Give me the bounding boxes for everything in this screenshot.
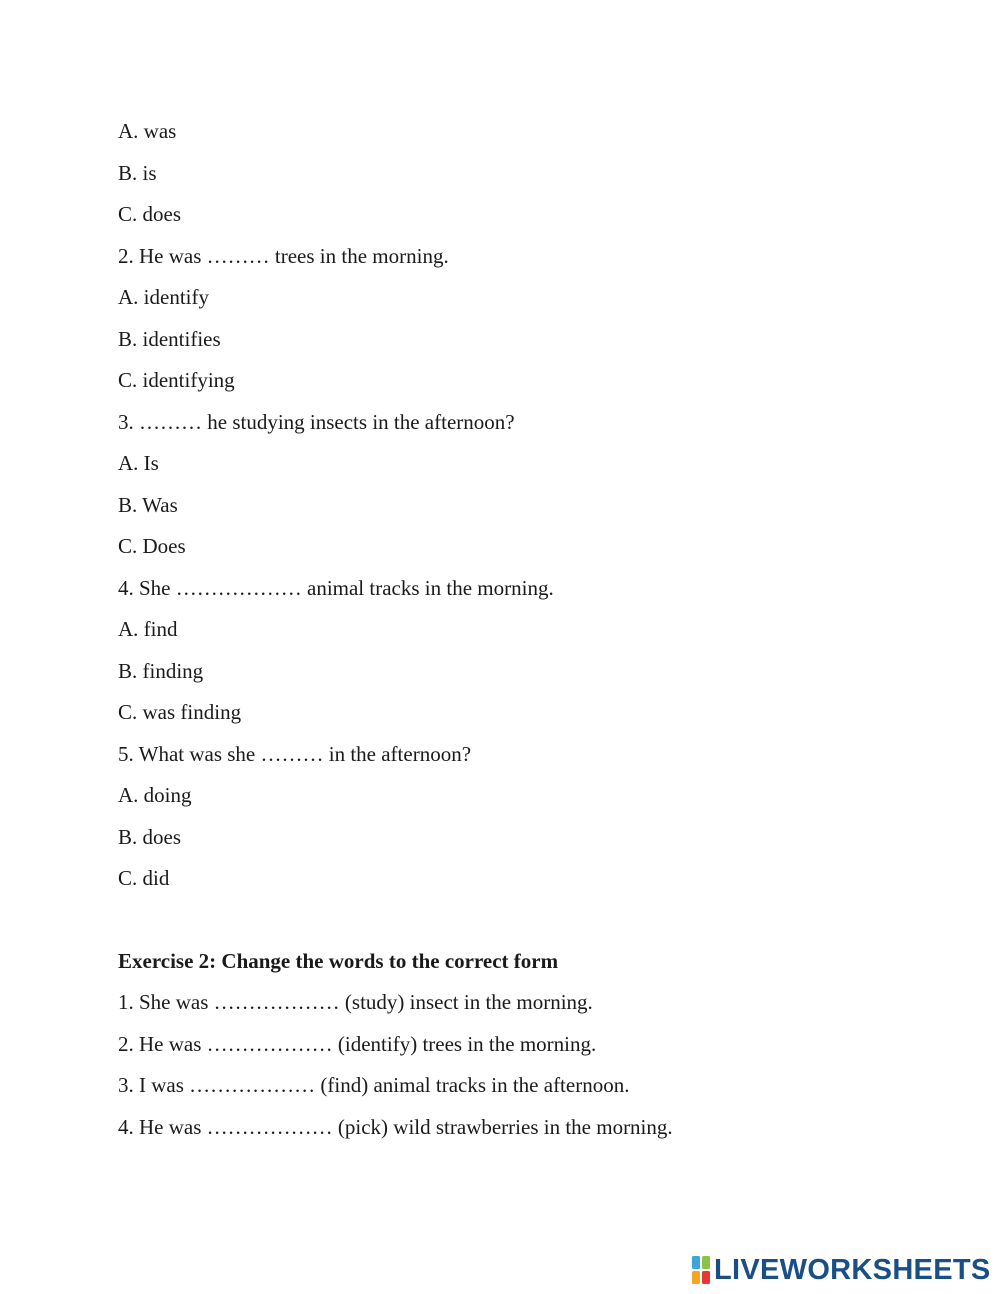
q5-option-a: A. doing bbox=[118, 783, 192, 807]
q4-option-a: A. find bbox=[118, 617, 178, 641]
q4-option-c: C. was finding bbox=[118, 700, 242, 724]
q1-option-a: A. was bbox=[118, 119, 177, 143]
q5-question: 5. What was she ……… in the afternoon? bbox=[118, 742, 472, 766]
q4-question: 4. She ……………… animal tracks in the morning. bbox=[118, 576, 554, 600]
exercise2-item-3: 3. I was ……………… (find) animal tracks in the afternoon. bbox=[118, 1073, 630, 1097]
liveworksheets-logo-mark-icon bbox=[692, 1256, 710, 1284]
exercise2-heading: Exercise 2: Change the words to the correct form bbox=[118, 949, 559, 973]
q5-option-c: C. did bbox=[118, 866, 170, 890]
q1-option-c: C. does bbox=[118, 202, 181, 226]
q3-question: 3. ……… he studying insects in the afternoon? bbox=[118, 410, 515, 434]
q2-option-b: B. identifies bbox=[118, 327, 221, 351]
exercise2-item-2: 2. He was ……………… (identify) trees in the morning. bbox=[118, 1032, 597, 1056]
q2-option-c: C. identifying bbox=[118, 368, 235, 392]
q3-option-b: B. Was bbox=[118, 493, 178, 517]
q2-option-a: A. identify bbox=[118, 285, 209, 309]
q3-option-a: A. Is bbox=[118, 451, 159, 475]
exercise2-item-1: 1. She was ……………… (study) insect in the morning. bbox=[118, 990, 593, 1014]
liveworksheets-logo-text: LIVEWORKSHEETS bbox=[714, 1253, 991, 1286]
q2-question: 2. He was ……… trees in the morning. bbox=[118, 244, 449, 268]
exercise2-item-4: 4. He was ……………… (pick) wild strawberries in the morning. bbox=[118, 1115, 673, 1139]
q3-option-c: C. Does bbox=[118, 534, 186, 558]
q1-option-b: B. is bbox=[118, 161, 157, 185]
q4-option-b: B. finding bbox=[118, 659, 204, 683]
q5-option-b: B. does bbox=[118, 825, 181, 849]
liveworksheets-logo bbox=[692, 1254, 991, 1286]
